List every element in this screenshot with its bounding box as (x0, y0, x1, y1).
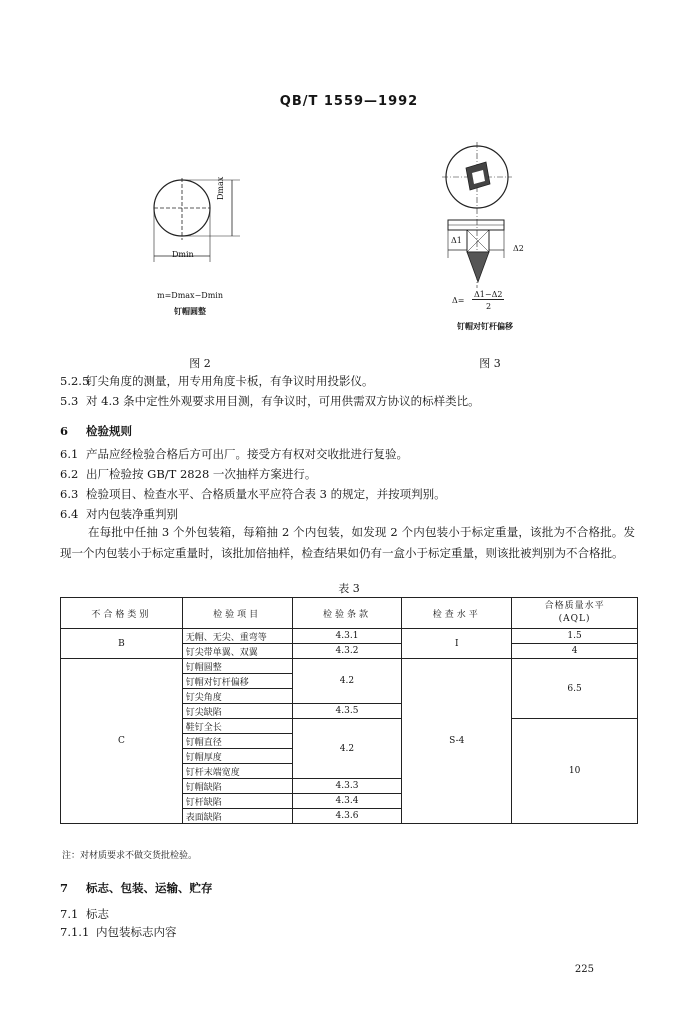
clause-number: 5.3 (60, 394, 79, 408)
clause-number: 7.1.1 (60, 925, 90, 939)
clause-text: 产品应经检验合格后方可出厂。接受方有权对交收批进行复验。 (86, 447, 408, 461)
aql-cell: 4 (512, 644, 638, 659)
header-item: 检验项目 (182, 598, 292, 629)
clause-cell: 4.3.4 (292, 794, 402, 809)
table-3 (60, 597, 638, 824)
level-cell: S-4 (402, 659, 512, 824)
item-cell: 钉帽对钉杆偏移 (182, 674, 292, 689)
clause-cell: 4.3.1 (292, 629, 402, 644)
item-cell: 钉帽直径 (182, 734, 292, 749)
item-cell: 无帽、无尖、重弯等 (182, 629, 292, 644)
clause-cell: 4.3.5 (292, 704, 402, 719)
table-row (61, 629, 638, 644)
item-cell: 钉帽圆整 (182, 659, 292, 674)
clause-text: 出厂检验按 GB/T 2828 一次抽样方案进行。 (86, 467, 317, 481)
figure-2-dim-vertical: Dmax (216, 176, 225, 200)
figure-2-drawing (140, 160, 260, 275)
header-class: 不合格类别 (61, 598, 183, 629)
clause-text: 钉尖角度的测量，用专用角度卡板，有争议时用投影仪。 (86, 374, 374, 388)
class-c: C (61, 659, 183, 824)
table-row (61, 659, 638, 674)
clause-text: 对 4.3 条中定性外观要求用目测，有争议时，可用供需双方协议的标样类比。 (86, 394, 480, 408)
header-aql-line1: 合格质量水平 (544, 601, 605, 611)
section-title: 标志、包装、运输、贮存 (86, 881, 213, 895)
page-number: 225 (574, 964, 594, 975)
figure-3-caption: 钉帽对钉杆偏移 (457, 321, 513, 331)
aql-cell: 10 (512, 719, 638, 824)
clause-text: 对内包装净重判别 (86, 507, 178, 521)
clause-text: 标志 (86, 907, 109, 921)
clause-6-3 (60, 486, 446, 502)
clause-number: 5.2.5 (60, 374, 90, 388)
header-level: 检查水平 (402, 598, 512, 629)
clause-cell: 4.2 (292, 659, 402, 704)
section-number: 7 (60, 881, 69, 895)
table-note: 注：对材质要求不做交货批检验。 (62, 851, 198, 861)
figure-3-drawing (430, 140, 540, 290)
section-number: 6 (60, 424, 69, 438)
clause-text: 检验项目、检查水平、合格质量水平应符合表 3 的规定，并按项判别。 (86, 487, 446, 501)
clause-cell: 4.2 (292, 719, 402, 779)
figure-3-delta2: Δ2 (513, 244, 524, 253)
clause-5-2-5 (60, 373, 374, 389)
item-cell: 钉帽缺陷 (182, 779, 292, 794)
figure-2-label: 图 2 (189, 357, 211, 370)
figure-2-formula: m=Dmax−Dmin (157, 291, 223, 300)
item-cell: 钉尖缺陷 (182, 704, 292, 719)
class-b: B (61, 629, 183, 659)
clause-7-1 (60, 906, 109, 922)
clause-text: 内包装标志内容 (96, 925, 177, 939)
aql-cell: 6.5 (512, 659, 638, 719)
item-cell: 钉帽厚度 (182, 749, 292, 764)
table-3-title: 表 3 (338, 582, 360, 595)
section-6-heading (60, 423, 132, 439)
figure-3-formula-left: Δ= (452, 296, 465, 305)
figure-3-formula-den: 2 (486, 302, 492, 311)
clause-5-3 (60, 393, 480, 409)
item-cell: 表面缺陷 (182, 809, 292, 824)
clause-cell: 4.3.2 (292, 644, 402, 659)
clause-cell: 4.3.6 (292, 809, 402, 824)
item-cell: 鞋钉全长 (182, 719, 292, 734)
figure-3-formula-num: Δ1−Δ2 (474, 290, 503, 299)
figure-3-label: 图 3 (479, 357, 501, 370)
clause-6-2 (60, 466, 316, 482)
header-aql-line2: (AQL) (558, 614, 591, 624)
item-cell: 钉尖角度 (182, 689, 292, 704)
clause-number: 6.3 (60, 487, 79, 501)
aql-cell: 1.5 (512, 629, 638, 644)
clause-7-1-1 (60, 924, 177, 940)
clause-number: 6.1 (60, 447, 79, 461)
section-7-heading (60, 880, 213, 896)
section-title: 检验规则 (86, 424, 132, 438)
figure-2-caption: 钉帽圆整 (174, 306, 206, 316)
figure-2-dim-horizontal: Dmin (172, 250, 194, 259)
clause-number: 6.2 (60, 467, 79, 481)
item-cell: 钉尖带单翼、双翼 (182, 644, 292, 659)
clause-number: 6.4 (60, 507, 79, 521)
clause-cell: 4.3.3 (292, 779, 402, 794)
clause-6-4 (60, 506, 178, 522)
header-aql (512, 598, 638, 629)
item-cell: 钉杆缺陷 (182, 794, 292, 809)
item-cell: 钉杆末端宽度 (182, 764, 292, 779)
level-cell: Ⅰ (402, 629, 512, 659)
figure-3-delta1: Δ1 (451, 236, 462, 245)
header-clause: 检验条款 (292, 598, 402, 629)
clause-6-1 (60, 446, 408, 462)
page-header: QB/T 1559—1992 (279, 94, 419, 109)
net-weight-paragraph: 在每批中任抽 3 个外包装箱，每箱抽 2 个内包装，如发现 2 个内包装小于标定重量，该批为不合格批。发现一个内包装小于标定重量时，该批加倍抽样，检查结果如仍有一盒小于标定重量，则该批被判别为不合格批。 (60, 525, 635, 560)
clause-number: 7.1 (60, 907, 79, 921)
